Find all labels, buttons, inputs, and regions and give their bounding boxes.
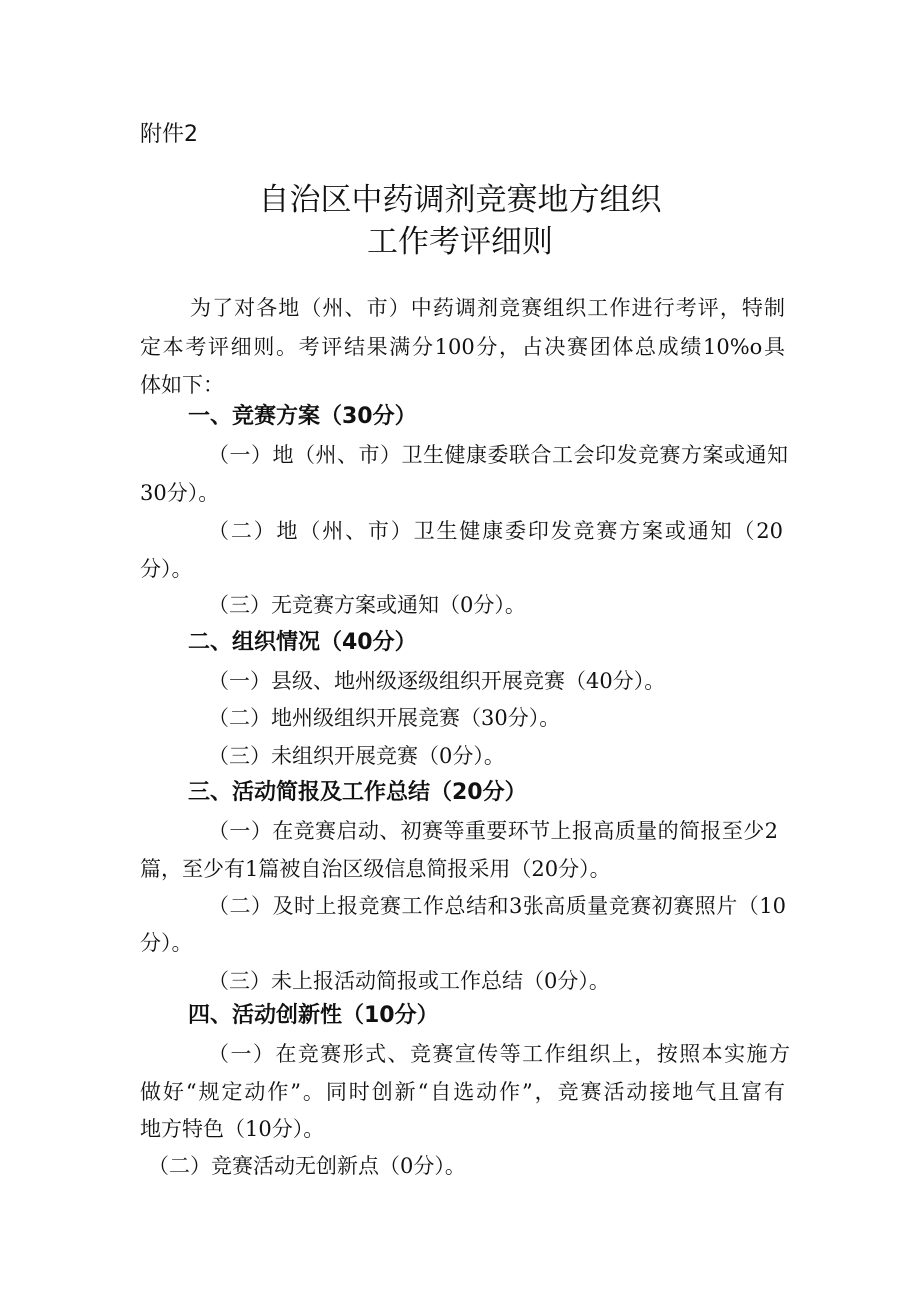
section-item: 30分）。	[140, 481, 220, 505]
section-item: 分）。	[140, 557, 193, 581]
section-item: （一）在竞赛启动、初赛等重要环节上报高质量的简报至少2	[208, 819, 778, 843]
section-item: （一）县级、地州级逐级组织开展竞赛（40分）。	[208, 669, 666, 693]
section-item: （三）未组织开展竞赛（0分）。	[208, 744, 505, 768]
section-item: 做好“规定动作”。同时创新“自选动作”，竞赛活动接地气且富有	[140, 1080, 785, 1104]
section-item: （二）地州级组织开展竞赛（30分）。	[208, 706, 561, 730]
section-item: 分）。	[140, 931, 193, 955]
intro-paragraph: 为了对各地（州、市）中药调剂竞赛组织工作进行考评，特制	[190, 296, 785, 320]
section-heading: 四、活动创新性（10分）	[188, 1003, 439, 1028]
section-heading: 三、活动简报及工作总结（20分）	[188, 780, 527, 805]
intro-paragraph: 定本考评细则。考评结果满分100分，占决赛团体总成绩10%o具	[140, 335, 785, 359]
page-title-line-1: 自治区中药调剂竞赛地方组织	[258, 182, 662, 218]
section-item: （一）在竞赛形式、竞赛宣传等工作组织上，按照本实施方	[208, 1042, 790, 1066]
intro-paragraph: 体如下：	[140, 373, 224, 397]
section-heading: 一、竞赛方案（30分）	[188, 404, 417, 429]
attachment-label: 附件2	[140, 122, 198, 147]
section-item: （三）未上报活动简报或工作总结（0分）。	[208, 969, 610, 993]
section-item: 地方特色（10分）。	[140, 1117, 325, 1141]
section-heading: 二、组织情况（40分）	[188, 630, 417, 655]
section-item: （三）无竞赛方案或通知（0分）。	[208, 593, 526, 617]
section-item: （一）地（州、市）卫生健康委联合工会印发竞赛方案或通知	[208, 443, 788, 467]
section-item: （二）地（州、市）卫生健康委印发竞赛方案或通知（20	[208, 519, 783, 543]
page-title-line-2: 工作考评细则	[367, 224, 553, 260]
section-item: （二）竞赛活动无创新点（0分）。	[148, 1154, 466, 1178]
section-item: 篇，至少有1篇被自治区级信息简报采用（20分）。	[140, 857, 611, 881]
section-item: （二）及时上报竞赛工作总结和3张高质量竞赛初赛照片（10	[208, 894, 786, 918]
